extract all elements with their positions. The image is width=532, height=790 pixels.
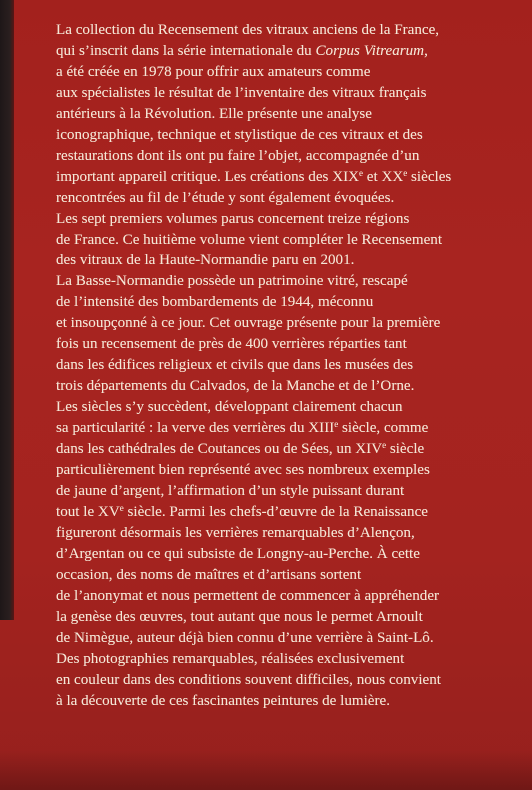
text-segment: de l’intensité des bombardements de 1944, méconnu	[56, 294, 374, 311]
text-segment: de l’anonymat et nous permettent de commencer à appréhender	[56, 587, 440, 604]
text-segment: aux spécialistes le résultat de l’inventaire des vitraux français	[56, 84, 427, 101]
superscript: e	[119, 502, 124, 513]
text-segment: de Nimègue, auteur déjà bien connu d’une verrière à Saint-Lô.	[56, 629, 434, 646]
text-segment: occasion, des noms de maîtres et d’artisans sortent	[56, 566, 362, 583]
text-segment: Des photographies remarquables, réalisées exclusivement	[56, 650, 405, 667]
italic-title: Corpus Vitrearum	[315, 42, 425, 59]
text-line	[56, 502, 526, 523]
superscript: e	[334, 419, 339, 430]
text-line	[56, 460, 526, 481]
text-line	[56, 607, 526, 628]
text-segment: trois départements du Calvados, de la Manche et de l’Orne.	[56, 378, 415, 395]
text-line	[56, 649, 526, 670]
text-segment: Les sept premiers volumes parus concernent treize régions	[56, 210, 410, 227]
text-line	[56, 209, 526, 230]
text-line	[56, 523, 526, 544]
text-line	[56, 670, 526, 691]
text-line	[56, 230, 526, 251]
text-segment: la genèse des œuvres, tout autant que nous le permet Arnoult	[56, 608, 423, 625]
text-line	[56, 167, 526, 188]
text-segment: en couleur dans des conditions souvent difficiles, nous convient	[56, 671, 441, 688]
text-segment: de France. Ce huitième volume vient compléter le Recensement	[56, 231, 443, 248]
text-segment: dans les cathédrales de Coutances ou de Sées, un XIV	[56, 441, 383, 458]
text-segment: iconographique, technique et stylistique de ces vitraux et des	[56, 126, 423, 143]
text-line	[56, 691, 526, 712]
blurb-text	[56, 20, 526, 711]
spine-edge	[0, 0, 14, 620]
text-segment: siècle, comme	[338, 420, 429, 437]
text-segment: de jaune d’argent, l’affirmation d’un style puissant durant	[56, 482, 405, 499]
text-segment: d’Argentan ou ce qui subsiste de Longny-au-Perche. À cette	[56, 545, 420, 562]
text-line	[56, 292, 526, 313]
text-segment: a été créée en 1978 pour offrir aux amateurs comme	[56, 63, 371, 80]
text-line	[56, 146, 526, 167]
text-segment: La collection du Recensement des vitraux anciens de la France,	[56, 22, 440, 38]
text-segment: à la découverte de ces fascinantes peintures de lumière.	[56, 692, 391, 709]
text-segment: figureront désormais les verrières remarquables d’Alençon,	[56, 524, 415, 541]
text-line	[56, 355, 526, 376]
text-segment: particulièrement bien représenté avec ses nombreux exemples	[56, 462, 430, 479]
text-line	[56, 104, 526, 125]
text-line	[56, 20, 526, 41]
text-segment: des vitraux de la Haute-Normandie paru en 2001.	[56, 252, 355, 269]
text-line	[56, 397, 526, 418]
text-segment: et insoupçonné à ce jour. Cet ouvrage présente pour la première	[56, 315, 441, 332]
text-segment: tout le XV	[56, 503, 120, 520]
text-line	[56, 271, 526, 292]
text-line	[56, 250, 526, 271]
text-segment: sa particularité : la verve des verrières du XIII	[56, 420, 335, 437]
text-segment: important appareil critique. Les créations des XIX	[56, 168, 360, 185]
text-segment: dans les édifices religieux et civils que dans les musées des	[56, 357, 414, 374]
text-line	[56, 586, 526, 607]
text-line	[56, 83, 526, 104]
text-line	[56, 544, 526, 565]
text-segment: antérieurs à la Révolution. Elle présente une analyse	[56, 105, 373, 122]
text-segment: siècle. Parmi les chefs-d’œuvre de la Renaissance	[123, 503, 429, 520]
text-line	[56, 188, 526, 209]
text-line	[56, 439, 526, 460]
text-segment: qui s’inscrit dans la série internationale du	[56, 42, 316, 59]
text-segment: rencontrées au fil de l’étude y sont également évoquées.	[56, 189, 395, 206]
text-line	[56, 565, 526, 586]
text-segment: Les siècles s’y succèdent, développant clairement chacun	[56, 399, 403, 416]
text-line	[56, 41, 526, 62]
text-line	[56, 334, 526, 355]
text-segment: restaurations dont ils ont pu faire l’objet, accompagnée d’un	[56, 147, 420, 164]
text-line	[56, 313, 526, 334]
text-segment: siècles	[407, 168, 452, 185]
text-line	[56, 481, 526, 502]
text-line	[56, 376, 526, 397]
bottom-shadow	[0, 750, 532, 790]
text-segment: ,	[424, 42, 428, 59]
text-line	[56, 418, 526, 439]
text-line	[56, 62, 526, 83]
text-line	[56, 125, 526, 146]
text-line	[56, 628, 526, 649]
text-segment: fois un recensement de près de 400 verrières réparties tant	[56, 336, 407, 353]
text-segment: siècle	[386, 441, 425, 458]
superscript: e	[382, 440, 387, 451]
superscript: e	[403, 167, 408, 178]
text-segment: La Basse-Normandie possède un patrimoine vitré, rescapé	[56, 273, 408, 290]
text-segment: et XX	[363, 168, 404, 185]
superscript: e	[359, 167, 364, 178]
